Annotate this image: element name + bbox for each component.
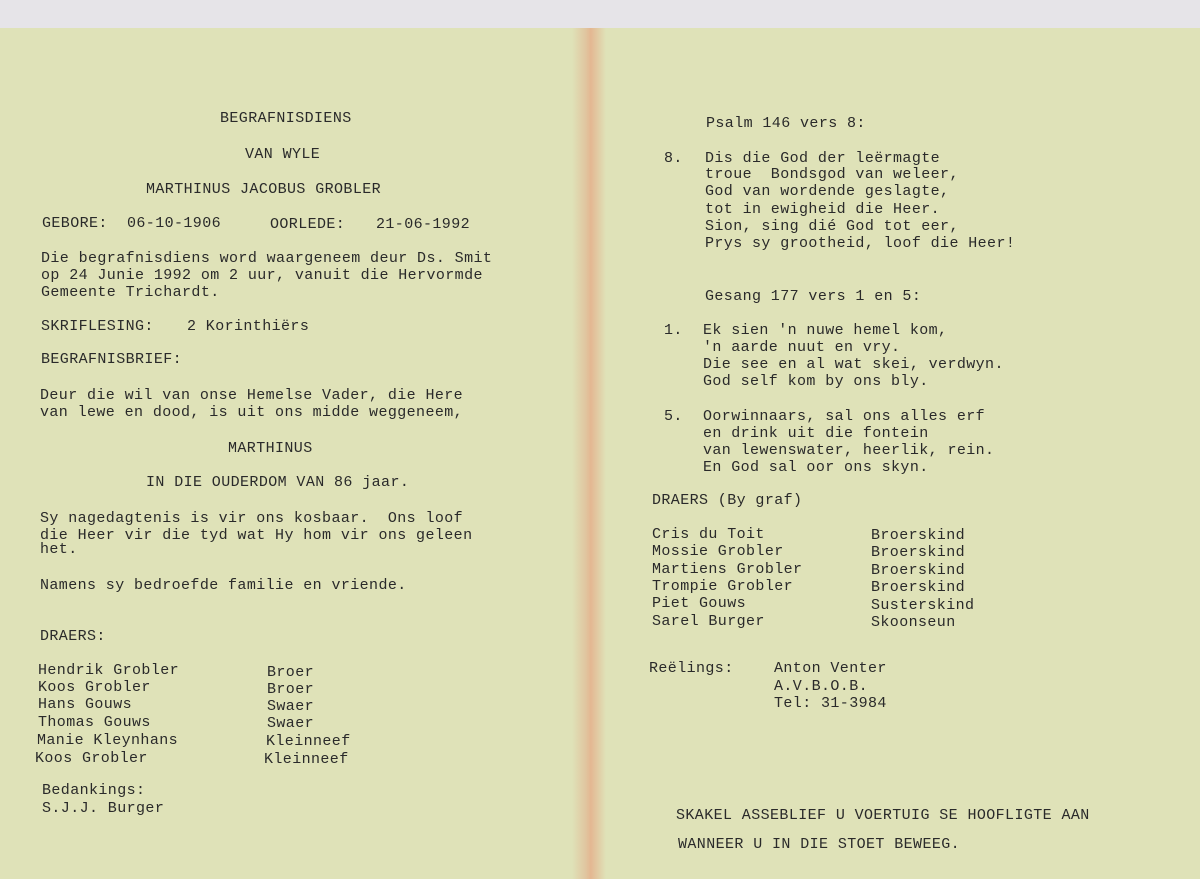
bearer-name: Koos Grobler xyxy=(35,750,148,767)
hymn-verse-number: 1. xyxy=(664,322,683,339)
deceased-name: MARTHINUS JACOBUS GROBLER xyxy=(146,181,382,198)
hymn-line: God self kom by ons bly. xyxy=(703,373,929,390)
bearer-relation: Kleinneef xyxy=(266,733,351,750)
bearer-relation: Swaer xyxy=(267,698,315,715)
page-fold xyxy=(572,28,606,879)
grave-bearer-relation: Broerskind xyxy=(871,579,966,596)
arrangements-line: A.V.B.O.B. xyxy=(774,678,869,695)
scripture-label: SKRIFLESING: xyxy=(41,318,154,335)
thanks-name: S.J.J. Burger xyxy=(42,800,165,817)
grave-bearer-relation: Broerskind xyxy=(871,544,966,561)
hymn-verse-number: 5. xyxy=(664,408,683,425)
psalm-line: Prys sy grootheid, loof die Heer! xyxy=(705,235,1016,252)
grave-bearer-name: Martiens Grobler xyxy=(652,561,803,578)
bearer-name: Manie Kleynhans xyxy=(37,732,179,749)
arrangements-label: Reëlings: xyxy=(649,660,734,677)
hymn-heading: Gesang 177 vers 1 en 5: xyxy=(705,288,922,305)
grave-bearer-name: Trompie Grobler xyxy=(652,578,794,595)
letter-heading: BEGRAFNISBRIEF: xyxy=(41,351,183,368)
psalm-verse-number: 8. xyxy=(664,150,683,167)
bearers-heading: DRAERS: xyxy=(40,628,106,645)
letter-line: Deur die wil van onse Hemelse Vader, die Here xyxy=(40,387,464,404)
bearer-relation: Swaer xyxy=(267,715,315,732)
letter-line: van lewe en dood, is uit ons midde weggeneem, xyxy=(40,404,464,421)
bearer-name: Hans Gouws xyxy=(38,696,133,713)
van-wyle: VAN WYLE xyxy=(245,146,321,163)
hymn-line: Ek sien 'n nuwe hemel kom, xyxy=(703,322,948,339)
service-line: Gemeente Trichardt. xyxy=(41,284,220,301)
grave-bearer-relation: Skoonseun xyxy=(871,614,956,631)
psalm-line: Sion, sing dié God tot eer, xyxy=(705,218,959,235)
grave-bearer-name: Piet Gouws xyxy=(652,595,747,612)
bearer-relation: Kleinneef xyxy=(264,751,349,768)
psalm-heading: Psalm 146 vers 8: xyxy=(706,115,866,132)
bearer-name: Hendrik Grobler xyxy=(38,662,180,679)
died-label: OORLEDE: xyxy=(270,216,346,233)
arrangements-line: Anton Venter xyxy=(774,660,887,677)
born-label: GEBORE: xyxy=(42,215,108,232)
hymn-line: Oorwinnaars, sal ons alles erf xyxy=(703,408,986,425)
psalm-line: God van wordende geslagte, xyxy=(705,183,950,200)
died-date: 21-06-1992 xyxy=(376,216,471,233)
psalm-line: troue Bondsgod van weleer, xyxy=(705,166,959,183)
age-line: IN DIE OUDERDOM VAN 86 jaar. xyxy=(146,474,410,491)
first-name: MARTHINUS xyxy=(228,440,313,457)
service-line: op 24 Junie 1992 om 2 uur, vanuit die Hervormde xyxy=(41,267,483,284)
on-behalf-line: Namens sy bedroefde familie en vriende. xyxy=(40,577,407,594)
memory-line: het. xyxy=(40,541,78,558)
memory-line: Sy nagedagtenis is vir ons kosbaar. Ons loof xyxy=(40,510,464,527)
hymn-line: Die see en al wat skei, verdwyn. xyxy=(703,356,1004,373)
bearer-name: Thomas Gouws xyxy=(38,714,151,731)
grave-bearer-relation: Susterskind xyxy=(871,597,975,614)
service-line: Die begrafnisdiens word waargeneem deur Ds. Smit xyxy=(41,250,493,267)
headlights-notice: SKAKEL ASSEBLIEF U VOERTUIG SE HOOFLIGTE AAN xyxy=(676,807,1090,824)
arrangements-line: Tel: 31-3984 xyxy=(774,695,887,712)
grave-bearer-relation: Broerskind xyxy=(871,562,966,579)
thanks-label: Bedankings: xyxy=(42,782,146,799)
grave-bearer-name: Mossie Grobler xyxy=(652,543,784,560)
headlights-notice: WANNEER U IN DIE STOET BEWEEG. xyxy=(678,836,961,853)
scripture-value: 2 Korinthiërs xyxy=(187,318,310,335)
grave-bearer-relation: Broerskind xyxy=(871,527,966,544)
born-date: 06-10-1906 xyxy=(127,215,222,232)
grave-bearers-heading: DRAERS (By graf) xyxy=(652,492,803,509)
hymn-line: van lewenswater, heerlik, rein. xyxy=(703,442,995,459)
bearer-relation: Broer xyxy=(267,664,315,681)
hymn-line: en drink uit die fontein xyxy=(703,425,929,442)
hymn-line: En God sal oor ons skyn. xyxy=(703,459,929,476)
hymn-line: 'n aarde nuut en vry. xyxy=(703,339,901,356)
grave-bearer-name: Sarel Burger xyxy=(652,613,765,630)
memory-line: die Heer vir die tyd wat Hy hom vir ons geleen xyxy=(40,527,473,544)
psalm-line: Dis die God der leërmagte xyxy=(705,150,941,167)
bearer-relation: Broer xyxy=(267,681,315,698)
page-title: BEGRAFNISDIENS xyxy=(220,110,352,127)
psalm-line: tot in ewigheid die Heer. xyxy=(705,201,941,218)
grave-bearer-name: Cris du Toit xyxy=(652,526,765,543)
bearer-name: Koos Grobler xyxy=(38,679,151,696)
